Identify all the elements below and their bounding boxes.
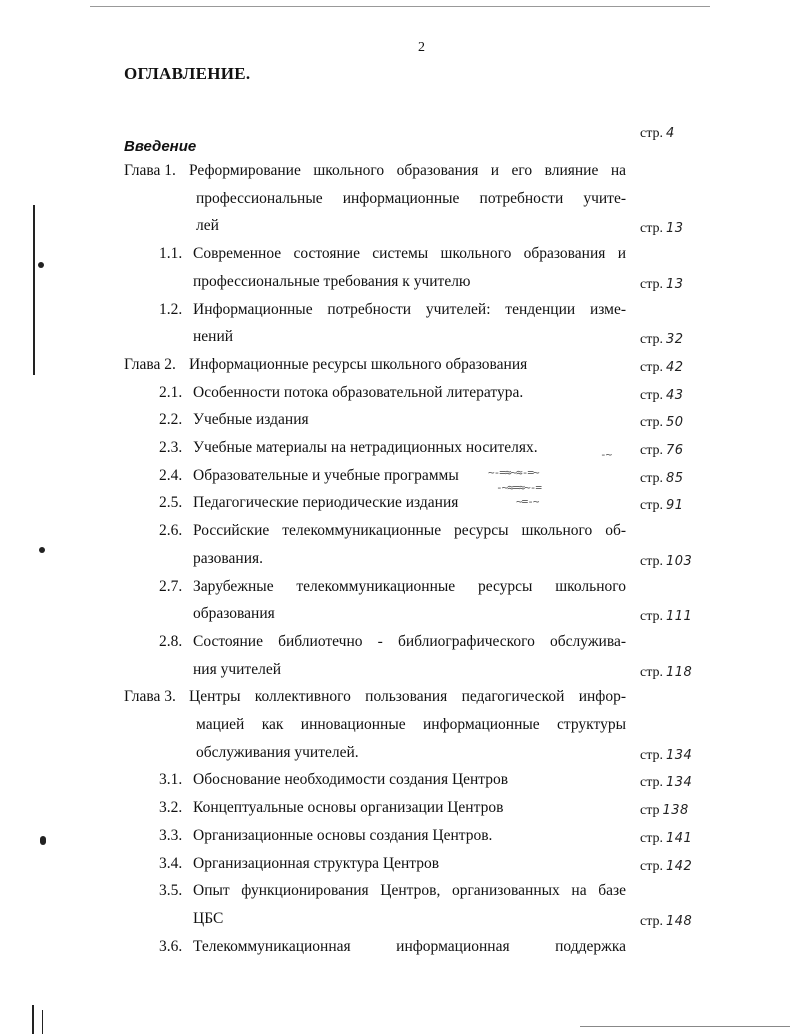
toc-title-line: обслуживания учителей. <box>196 743 359 761</box>
toc-8-page-ref <box>640 496 684 516</box>
page-prefix: стр. <box>640 553 664 569</box>
toc-11-page-ref <box>640 663 692 683</box>
toc-title-line: Организационная структура Центров <box>193 854 440 872</box>
page-prefix: стр. <box>640 858 664 874</box>
page-prefix: стр. <box>640 498 664 514</box>
page-number-handwritten: 134 <box>666 747 693 763</box>
toc-number: 2.5. <box>159 494 183 512</box>
toc-title-line: Педагогические периодические издания <box>193 494 459 512</box>
page-prefix: стр. <box>640 747 664 763</box>
toc-15-page-ref <box>640 829 692 849</box>
toc-title-line: Российские телекоммуникационные ресурсы школьного об- <box>193 522 626 540</box>
toc-title-line: Обоснование необходимости создания Центров <box>193 771 509 789</box>
page-prefix: стр. <box>640 664 664 680</box>
toc-title-line: ЦБС <box>193 909 224 927</box>
scan-margin-line <box>42 1010 43 1034</box>
page-prefix: стр. <box>640 126 664 141</box>
toc-number: 3.4. <box>159 854 183 872</box>
page-number-handwritten: 50 <box>666 415 684 431</box>
toc-17-page-ref <box>640 912 692 932</box>
toc-title-line: Особенности потока образовательной литература. <box>193 383 524 401</box>
page-prefix: стр. <box>640 609 664 625</box>
toc-4-page-ref <box>640 386 684 406</box>
toc-number: 2.7. <box>159 577 183 595</box>
toc-title-line: Современное состояние системы школьного образования и <box>193 245 626 263</box>
page-prefix: стр. <box>640 276 664 292</box>
scan-dot <box>39 547 45 553</box>
toc-number: Глава 2. <box>124 355 176 373</box>
scan-dot <box>40 836 46 845</box>
page-number-handwritten: 42 <box>666 359 684 375</box>
toc-number: 2.1. <box>159 383 183 401</box>
page-prefix: стр. <box>640 443 664 458</box>
page-prefix: стр. <box>640 775 664 791</box>
page-prefix: стр. <box>640 415 664 431</box>
toc-number: Глава 1. <box>124 162 176 179</box>
toc-number: 1.2. <box>159 300 183 318</box>
page-prefix: стр. <box>640 332 664 348</box>
page-prefix: стр. <box>640 221 664 237</box>
scan-bottom-line <box>580 1026 790 1027</box>
page-number-handwritten: 32 <box>666 332 684 348</box>
toc-number: Глава 3. <box>124 688 176 706</box>
page-number-handwritten: 4 <box>666 126 675 141</box>
page-prefix: стр. <box>640 830 664 846</box>
page-number-handwritten: 111 <box>666 609 693 625</box>
toc-number: 2.4. <box>159 466 183 484</box>
page-number: 2 <box>418 40 425 55</box>
toc-title-line: профессиональные требования к учителю <box>193 272 471 290</box>
toc-title-line: профессиональные информационные потребности учите- <box>196 189 626 207</box>
page-number-handwritten: 43 <box>666 387 684 403</box>
toc-2-page-ref <box>640 330 684 350</box>
toc-title-line: ния учителей <box>193 660 281 678</box>
page-number-handwritten: 148 <box>666 913 693 929</box>
toc-title-line: Образовательные и учебные программы <box>193 466 459 484</box>
toc-title-line: Учебные материалы на нетрадиционных носителях. <box>193 439 538 456</box>
toc-12-page-ref <box>640 746 692 766</box>
toc-10-page-ref <box>640 607 692 627</box>
page-number-handwritten: 13 <box>666 276 684 292</box>
toc-title-line: нений <box>193 328 234 346</box>
page-number-handwritten: 134 <box>666 775 693 791</box>
page-number-handwritten: 103 <box>666 553 693 569</box>
toc-number: 2.2. <box>159 411 183 429</box>
page-prefix: стр <box>640 803 660 819</box>
toc-title-line: образования <box>193 605 275 623</box>
toc-title-line: Центры коллективного пользования педагогической инфор- <box>189 688 626 706</box>
toc-title-line: Телекоммуникационная информационная поддержка <box>193 937 626 955</box>
toc-6-page-ref <box>640 441 684 461</box>
toc-1-page-ref <box>640 275 684 295</box>
toc-title-line: лей <box>196 217 219 235</box>
toc-13-page-ref <box>640 773 692 793</box>
toc-number: 2.8. <box>159 632 183 650</box>
scan-top-line <box>90 6 710 7</box>
page-number-handwritten: 76 <box>666 443 684 458</box>
toc-0-page-ref <box>640 219 684 239</box>
ink-smudge: ~-=≈~≈-=~ <box>488 466 539 479</box>
page-number-handwritten: 91 <box>666 498 684 514</box>
toc-title-line: мацией как инновационные информационные структуры <box>196 716 626 733</box>
toc-title-line: Информационные потребности учителей: тенденции изме- <box>193 300 626 318</box>
toc-number: 3.2. <box>159 799 183 817</box>
page-number-handwritten: 13 <box>666 221 684 237</box>
page-number-handwritten: 142 <box>666 858 693 874</box>
page-number-handwritten: 141 <box>666 830 693 846</box>
toc-title-line: Учебные издания <box>193 411 309 429</box>
toc-number: 3.5. <box>159 882 183 900</box>
toc-number: 2.3. <box>159 439 183 456</box>
toc-title-line: Концептуальные основы организации Центров <box>193 799 504 817</box>
toc-title-line: разования. <box>193 549 263 567</box>
toc-number: 3.3. <box>159 826 183 844</box>
page-number-handwritten: 118 <box>666 664 693 680</box>
ink-smudge: -~ <box>600 448 612 461</box>
scan-dot <box>38 262 44 268</box>
page-prefix: стр. <box>640 387 664 403</box>
ink-smudge: ~=-~ <box>516 495 539 508</box>
toc-title-line: Информационные ресурсы школьного образования <box>189 355 528 373</box>
toc-title-line: Опыт функционирования Центров, организованных на базе <box>193 882 626 900</box>
toc-number: 2.6. <box>159 522 183 540</box>
page-number-handwritten: 85 <box>666 470 684 486</box>
toc-number: 1.1. <box>159 245 183 263</box>
scan-margin-line <box>32 1005 34 1034</box>
page-prefix: стр. <box>640 470 664 486</box>
toc-intro: Введение <box>124 138 197 155</box>
intro-page-ref <box>640 124 675 144</box>
toc-title-line: Организационные основы создания Центров. <box>193 826 493 844</box>
toc-7-page-ref <box>640 469 684 489</box>
toc-number: 3.1. <box>159 771 183 789</box>
toc-number: 3.6. <box>159 937 183 955</box>
toc-heading: ОГЛАВЛЕНИЕ. <box>124 64 251 83</box>
toc-14-page-ref <box>640 801 689 821</box>
toc-5-page-ref <box>640 413 684 433</box>
toc-3-page-ref <box>640 358 684 378</box>
ink-smudge: -~≈=≈~-= <box>496 481 541 494</box>
toc-title-line: Состояние библиотечно - библиографического обслужива- <box>193 632 626 650</box>
page-prefix: стр. <box>640 913 664 929</box>
toc-title-line: Реформирование школьного образования и его влияние на <box>189 162 626 179</box>
page-prefix: стр. <box>640 359 664 375</box>
scan-margin-line <box>33 205 35 375</box>
toc-16-page-ref <box>640 857 692 877</box>
toc-9-page-ref <box>640 552 692 572</box>
page-number-handwritten: 138 <box>662 803 689 819</box>
toc-title-line: Зарубежные телекоммуникационные ресурсы школьного <box>193 577 626 595</box>
